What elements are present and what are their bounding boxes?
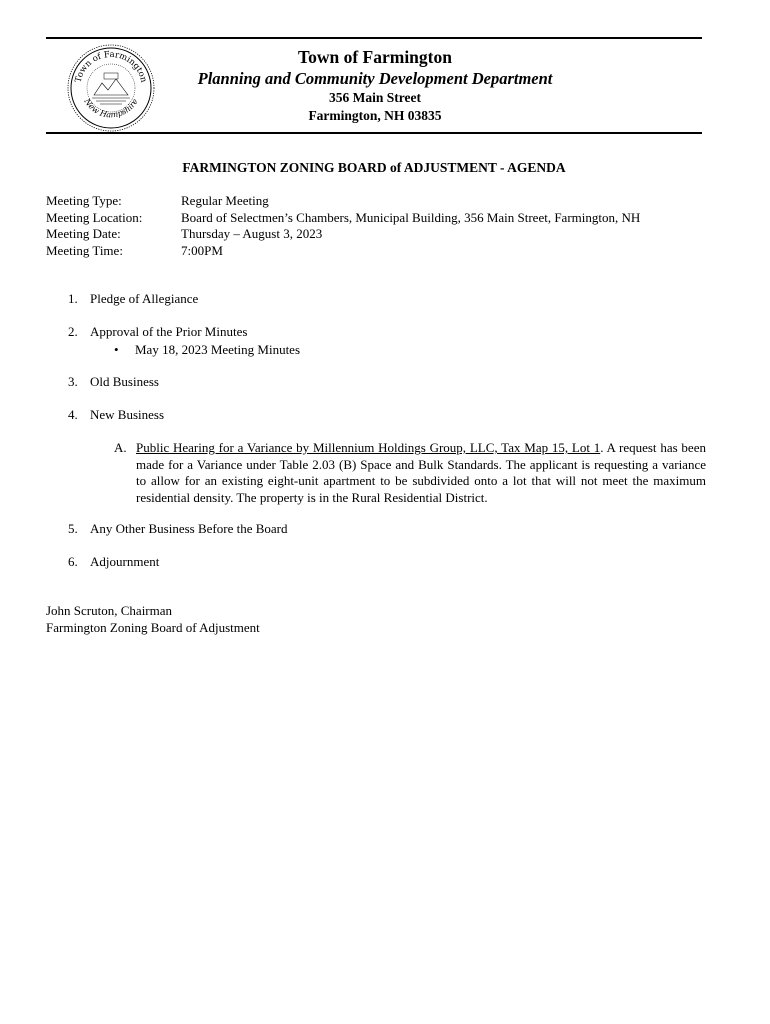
- item-number: 6.: [68, 554, 78, 569]
- meeting-time-label: Meeting Time:: [46, 242, 123, 258]
- chairman-name: John Scruton, Chairman: [46, 603, 173, 618]
- meeting-date-value: Thursday – August 3, 2023: [181, 226, 323, 241]
- minutes-bullet: [114, 342, 300, 359]
- agenda-item-5: [68, 521, 708, 538]
- seal-bottom-text: New Hampshire: [82, 97, 140, 120]
- town-name: Town of Farmington: [298, 47, 452, 67]
- item-text: Pledge of Allegiance: [90, 291, 199, 306]
- meeting-location-label: Meeting Location:: [46, 209, 143, 225]
- agenda-title: FARMINGTON ZONING BOARD of ADJUSTMENT - AGENDA: [182, 160, 566, 175]
- item-number: 4.: [68, 407, 78, 422]
- agenda-item-1: [68, 291, 708, 308]
- item-number: 3.: [68, 374, 78, 389]
- meeting-time-row: [46, 243, 706, 260]
- item-number: 5.: [68, 521, 78, 536]
- street-address: 356 Main Street: [329, 90, 421, 105]
- sub-item-letter: A.: [114, 440, 127, 455]
- agenda-item-4: [68, 407, 708, 424]
- item-number: 1.: [68, 291, 78, 306]
- new-business-item-a: [114, 440, 706, 506]
- town-seal-logo: [66, 43, 156, 133]
- meeting-type-label: Meeting Type:: [46, 193, 122, 208]
- meeting-details: [46, 193, 706, 259]
- item-text: Approval of the Prior Minutes: [90, 324, 248, 339]
- header-rule-bottom: [46, 132, 702, 134]
- header-rule-top: [46, 37, 702, 39]
- meeting-location-row: [46, 210, 706, 227]
- item-text: Adjournment: [90, 554, 160, 569]
- letterhead: [160, 47, 590, 125]
- bullet-text: May 18, 2023 Meeting Minutes: [135, 342, 301, 357]
- meeting-location-value: Board of Selectmen’s Chambers, Municipal Building, 356 Main Street, Farmington, NH: [181, 209, 641, 225]
- sub-item-text: [136, 440, 706, 506]
- city-address: Farmington, NH 03835: [308, 108, 442, 123]
- board-name: Farmington Zoning Board of Adjustment: [46, 619, 260, 635]
- meeting-type-value: Regular Meeting: [181, 193, 269, 208]
- item-text: Any Other Business Before the Board: [90, 521, 288, 536]
- item-number: 2.: [68, 324, 78, 339]
- agenda-item-2: [68, 324, 708, 341]
- meeting-date-row: [46, 226, 706, 243]
- meeting-type-row: [46, 193, 706, 210]
- agenda-item-3: [68, 374, 708, 391]
- item-text: Old Business: [90, 374, 159, 389]
- item-text: New Business: [90, 407, 165, 422]
- seal-top-text: Town of Farmington: [73, 49, 149, 84]
- signature-block: [46, 603, 260, 636]
- public-hearing-title: Public Hearing for a Variance by Millennium Holdings Group, LLC, Tax Map 15, Lot 1: [136, 440, 601, 455]
- meeting-date-label: Meeting Date:: [46, 226, 121, 241]
- department-name: Planning and Community Development Department: [197, 69, 553, 88]
- bullet-dot: •: [114, 342, 119, 357]
- agenda-item-6: [68, 554, 708, 571]
- public-hearing-body: . A request has been made for a Variance under Table 2.03 (B) Space and Bulk Standards. The applicant is requesting a variance to allow for an existing eight-unit apartment to be subdivided onto a lot that will not meet the maximum residential density. The property is in the Rural Residential District.: [136, 440, 706, 505]
- meeting-time-value: 7:00PM: [181, 242, 223, 258]
